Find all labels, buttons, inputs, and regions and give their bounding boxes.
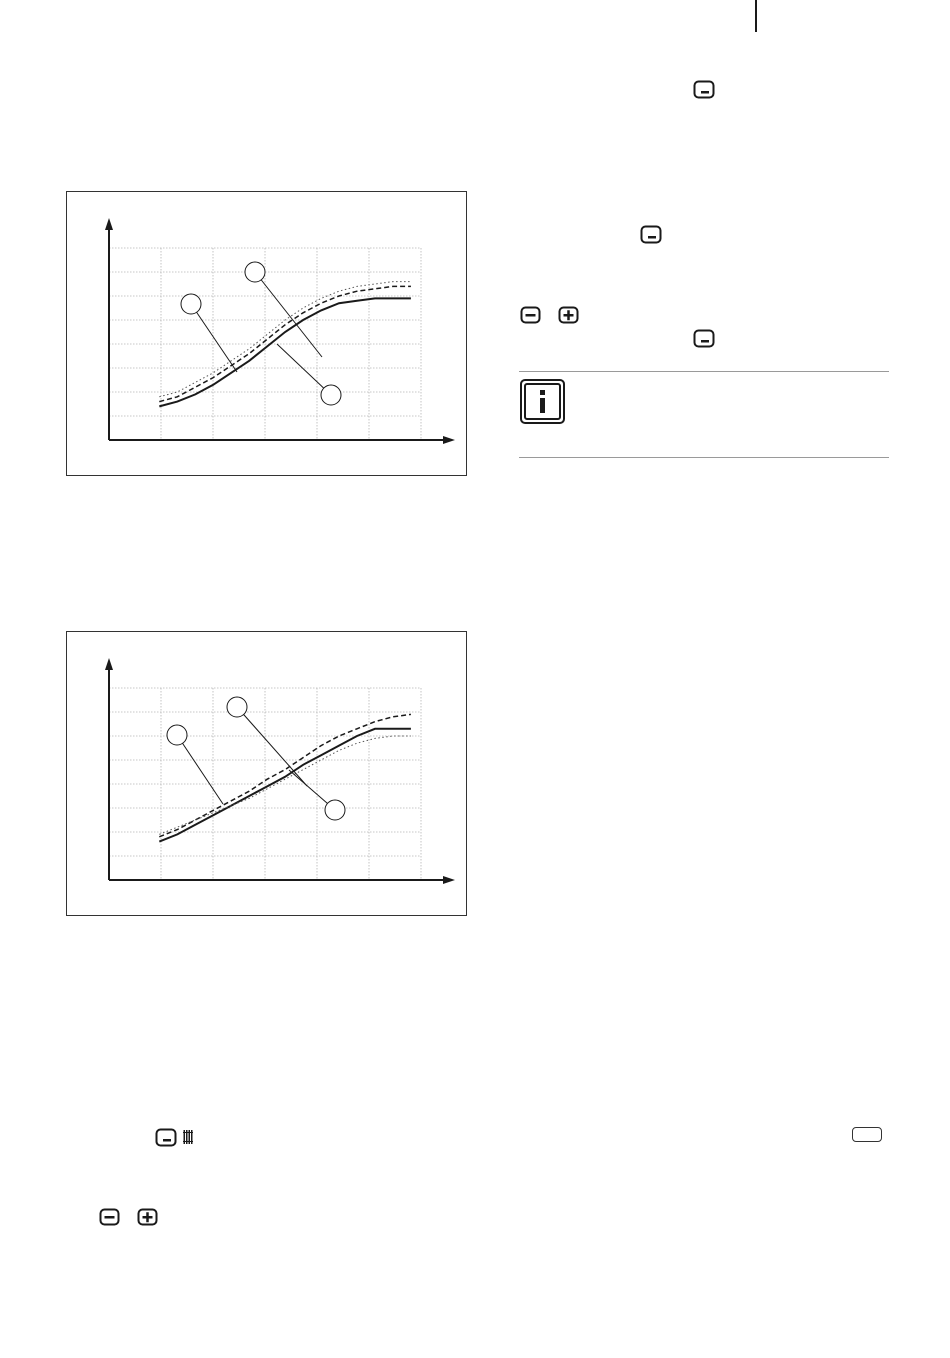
display-button-icon bbox=[155, 1128, 177, 1147]
marker-leader-line bbox=[191, 304, 237, 372]
series-line-dotted bbox=[159, 736, 411, 834]
plus-button-icon bbox=[137, 1208, 158, 1226]
figure-1 bbox=[66, 191, 467, 476]
callout-marker-1 bbox=[181, 294, 201, 314]
minus-button-icon bbox=[99, 1208, 120, 1226]
y-axis-arrow bbox=[105, 218, 113, 230]
blank-key-icon bbox=[852, 1127, 882, 1142]
x-axis-arrow bbox=[443, 436, 455, 444]
info-icon bbox=[520, 379, 565, 424]
callout-marker-2 bbox=[227, 697, 247, 717]
callout-marker-2 bbox=[245, 262, 265, 282]
display-button-icon bbox=[693, 80, 715, 99]
x-axis-arrow bbox=[443, 876, 455, 884]
callout-marker-1 bbox=[167, 725, 187, 745]
marker-leader-line bbox=[237, 707, 307, 786]
plus-button-icon bbox=[558, 306, 579, 324]
marker-leader-line bbox=[277, 344, 331, 395]
callout-marker-3 bbox=[325, 800, 345, 820]
info-note bbox=[519, 371, 889, 458]
display-button-icon bbox=[640, 225, 662, 244]
figure-2 bbox=[66, 631, 467, 916]
series-line-solid bbox=[159, 729, 411, 842]
y-axis-arrow bbox=[105, 658, 113, 670]
chart-1 bbox=[67, 192, 468, 477]
radiator-icon bbox=[183, 1129, 193, 1145]
callout-marker-3 bbox=[321, 385, 341, 405]
minus-button-icon bbox=[520, 306, 541, 324]
display-button-icon bbox=[693, 329, 715, 348]
page-side-rule bbox=[755, 0, 757, 32]
chart-2 bbox=[67, 632, 468, 917]
marker-leader-line bbox=[177, 735, 223, 804]
series-line-solid bbox=[159, 298, 411, 406]
